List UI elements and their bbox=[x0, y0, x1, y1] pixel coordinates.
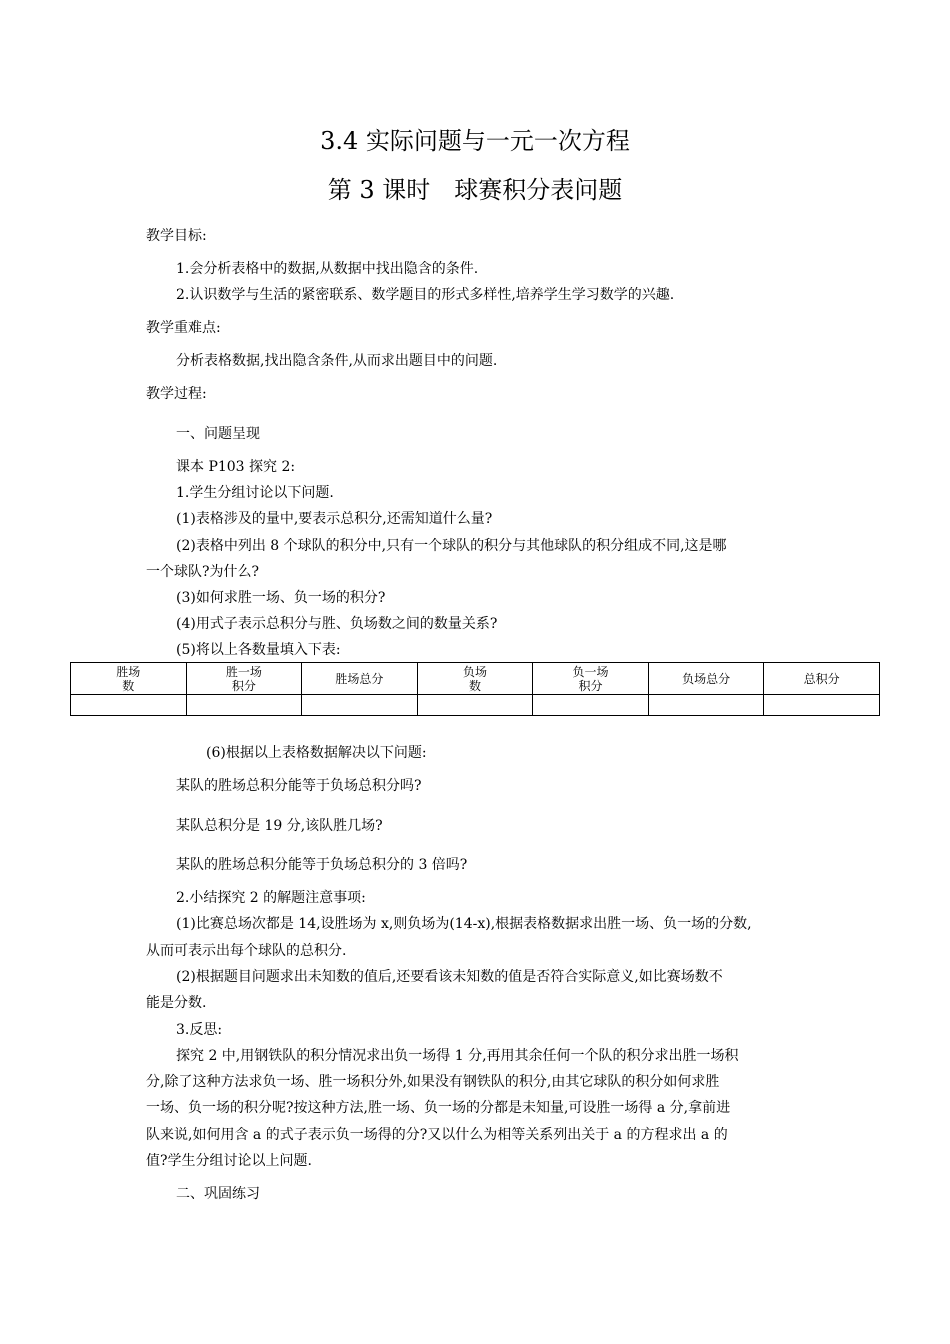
goal-item-2: 2.认识数学与生活的紧密联系、数学题目的形式多样性,培养学生学习数学的兴趣. bbox=[176, 287, 675, 303]
table-header-cell: 负一场 积分 bbox=[533, 663, 649, 695]
reflection-line-2: 分,除了这种方法求负一场、胜一场积分外,如果没有钢铁队的积分,由其它球队的积分如何求胜 bbox=[146, 1074, 720, 1090]
key-points-text: 分析表格数据,找出隐含条件,从而求出题目中的问题. bbox=[176, 353, 498, 369]
table-header-cell: 负场 数 bbox=[417, 663, 533, 695]
question-4: (4)用式子表示总积分与胜、负场数之间的数量关系? bbox=[176, 616, 498, 632]
table-cell bbox=[71, 695, 187, 716]
process-heading: 教学过程: bbox=[146, 386, 207, 402]
reflection-line-1: 探究 2 中,用钢铁队的积分情况求出负一场得 1 分,再用其余任何一个队的积分求出胜一场积 bbox=[176, 1048, 739, 1064]
table-header-cell: 负场总分 bbox=[648, 663, 764, 695]
table-header-cell: 总积分 bbox=[764, 663, 880, 695]
section-1-heading: 一、问题呈现 bbox=[176, 426, 260, 442]
page-title: 3.4 实际问题与一元一次方程 bbox=[320, 127, 630, 155]
question-5: (5)将以上各数量填入下表: bbox=[176, 642, 341, 658]
summary-point-2-line-2: 能是分数. bbox=[146, 995, 207, 1011]
table-header-cell: 胜场 数 bbox=[71, 663, 187, 695]
reflection-line-4: 队来说,如何用含 a 的式子表示负一场得的分?又以什么为相等关系列出关于 a 的方程求出 a 的 bbox=[146, 1127, 728, 1143]
table-header-cell: 胜场总分 bbox=[302, 663, 418, 695]
summary-point-1-line-1: (1)比赛总场次都是 14,设胜场为 x,则负场为(14-x),根据表格数据求出胜一场、负一场的分数, bbox=[176, 916, 752, 932]
table-cell bbox=[533, 695, 649, 716]
question-2-line-1: (2)表格中列出 8 个球队的积分中,只有一个球队的积分与其他球队的积分组成不同,这是哪 bbox=[176, 538, 727, 554]
reflection-line-3: 一场、负一场的积分呢?按这种方法,胜一场、负一场的分都是未知量,可设胜一场得 a 分,拿前进 bbox=[146, 1100, 731, 1116]
table-header-cell: 胜一场 积分 bbox=[186, 663, 302, 695]
goals-heading: 教学目标: bbox=[146, 228, 207, 244]
question-2-line-2: 一个球队?为什么? bbox=[146, 564, 260, 580]
question-6: (6)根据以上表格数据解决以下问题: bbox=[206, 745, 427, 761]
summary-point-2-line-1: (2)根据题目问题求出未知数的值后,还要看该未知数的值是否符合实际意义,如比赛场数不 bbox=[176, 969, 723, 985]
question-1: (1)表格涉及的量中,要表示总积分,还需知道什么量? bbox=[176, 511, 493, 527]
table-cell bbox=[648, 695, 764, 716]
table-cell bbox=[764, 695, 880, 716]
goal-item-1: 1.会分析表格中的数据,从数据中找出隐含的条件. bbox=[176, 261, 479, 277]
summary-point-1-line-2: 从而可表示出每个球队的总积分. bbox=[146, 943, 347, 959]
table-cell bbox=[302, 695, 418, 716]
discussion-intro: 1.学生分组讨论以下问题. bbox=[176, 485, 334, 501]
textbook-reference: 课本 P103 探究 2: bbox=[176, 459, 296, 475]
table-cell bbox=[417, 695, 533, 716]
table-cell bbox=[186, 695, 302, 716]
key-points-heading: 教学重难点: bbox=[146, 320, 221, 336]
sub-question-3: 某队的胜场总积分能等于负场总积分的 3 倍吗? bbox=[176, 857, 468, 873]
reflection-heading: 3.反思: bbox=[176, 1022, 223, 1038]
sub-question-2: 某队总积分是 19 分,该队胜几场? bbox=[176, 818, 383, 834]
lesson-subtitle: 第 3 课时 球赛积分表问题 bbox=[327, 176, 623, 204]
table-header-row bbox=[71, 663, 880, 695]
summary-heading: 2.小结探究 2 的解题注意事项: bbox=[176, 890, 366, 906]
reflection-line-5: 值?学生分组讨论以上问题. bbox=[146, 1153, 312, 1169]
sub-question-1: 某队的胜场总积分能等于负场总积分吗? bbox=[176, 778, 422, 794]
score-table bbox=[70, 662, 880, 716]
table-empty-row bbox=[71, 695, 880, 716]
question-3: (3)如何求胜一场、负一场的积分? bbox=[176, 590, 386, 606]
section-2-heading: 二、巩固练习 bbox=[176, 1186, 260, 1202]
